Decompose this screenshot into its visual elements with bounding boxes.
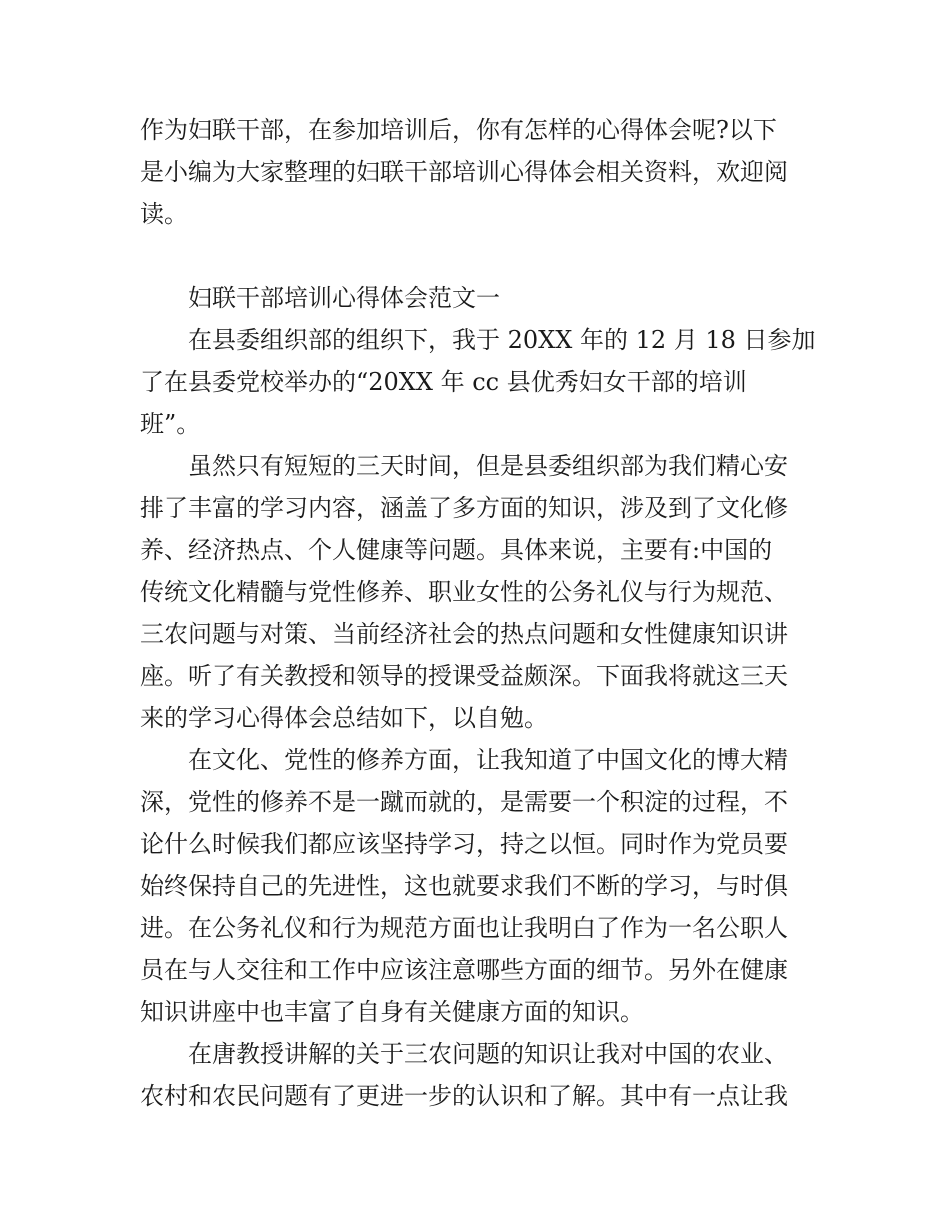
paragraph-2-line-2: 排了丰富的学习内容，涵盖了多方面的知识，涉及到了文化修 bbox=[140, 494, 788, 522]
paragraph-2-line-1: 虽然只有短短的三天时间，但是县委组织部为我们精心安 bbox=[188, 452, 788, 480]
paragraph-3-line-5: 进。在公务礼仪和行为规范方面也让我明白了作为一名公职人 bbox=[140, 914, 788, 942]
paragraph-2-line-5: 三农问题与对策、当前经济社会的热点问题和女性健康知识讲 bbox=[140, 620, 788, 648]
paragraph-3-line-4: 始终保持自己的先进性，这也就要求我们不断的学习，与时俱 bbox=[140, 872, 788, 900]
section-heading: 妇联干部培训心得体会范文一 bbox=[188, 284, 500, 312]
intro-line-3: 读。 bbox=[140, 200, 188, 228]
paragraph-3-line-1: 在文化、党性的修养方面，让我知道了中国文化的博大精 bbox=[188, 746, 788, 774]
paragraph-3-line-2: 深，党性的修养不是一蹴而就的，是需要一个积淀的过程，不 bbox=[140, 788, 788, 816]
paragraph-1-line-3: 班”。 bbox=[140, 410, 201, 438]
paragraph-3-line-6: 员在与人交往和工作中应该注意哪些方面的细节。另外在健康 bbox=[140, 956, 788, 984]
paragraph-1-line-2: 了在县委党校举办的“20XX 年 cc 县优秀妇女干部的培训 bbox=[140, 368, 747, 396]
paragraph-2-line-7: 来的学习心得体会总结如下，以自勉。 bbox=[140, 704, 548, 732]
intro-line-2: 是小编为大家整理的妇联干部培训心得体会相关资料，欢迎阅 bbox=[140, 158, 788, 186]
paragraph-2-line-6: 座。听了有关教授和领导的授课受益颇深。下面我将就这三天 bbox=[140, 662, 788, 690]
paragraph-3-line-3: 论什么时候我们都应该坚持学习，持之以恒。同时作为党员要 bbox=[140, 830, 788, 858]
paragraph-1-line-1: 在县委组织部的组织下，我于 20XX 年的 12 月 18 日参加 bbox=[188, 326, 816, 354]
paragraph-2-line-3: 养、经济热点、个人健康等问题。具体来说，主要有:中国的 bbox=[140, 536, 773, 564]
paragraph-2-line-4: 传统文化精髓与党性修养、职业女性的公务礼仪与行为规范、 bbox=[140, 578, 788, 606]
paragraph-3-line-7: 知识讲座中也丰富了自身有关健康方面的知识。 bbox=[140, 998, 644, 1026]
intro-line-1: 作为妇联干部，在参加培训后，你有怎样的心得体会呢?以下 bbox=[140, 116, 777, 144]
paragraph-4-line-1: 在唐教授讲解的关于三农问题的知识让我对中国的农业、 bbox=[188, 1040, 788, 1068]
paragraph-4-line-2: 农村和农民问题有了更进一步的认识和了解。其中有一点让我 bbox=[140, 1082, 788, 1110]
